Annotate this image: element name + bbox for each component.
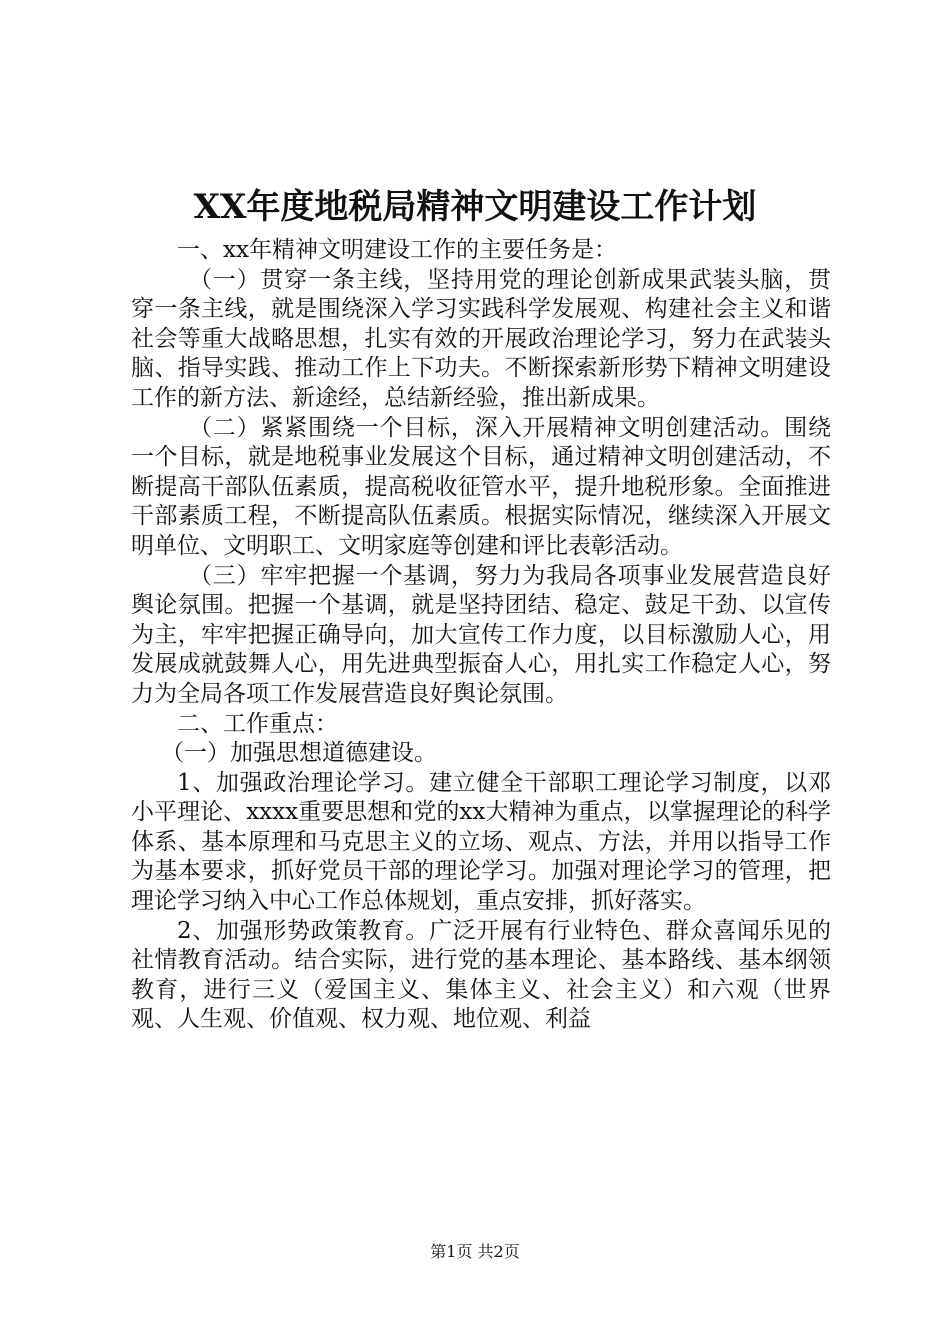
paragraph-subsection-1-heading: （一）加强思想道德建设。 [161,740,437,767]
paragraph-section-2-heading: 二、工作重点： [177,710,338,737]
paragraph-task-3: （三）牢牢把握一个基调，努力为我局各项事业发展营造良好舆论氛围。把握一个基调，就是坚持团结、稳定、鼓足干劲、以宣传为主，牢牢把握正确导向，加大宣传工作力度，以目标激励人心，用发展成就鼓舞人心，用先进典型振奋人心，用扎实工作稳定人心，努力为全局各项工作发展营造良好舆论氛围。 [131,562,831,707]
page-number-footer: 第1页 共2页 [430,1242,520,1261]
paragraph-section-1-heading: 一、xx年精神文明建设工作的主要任务是： [177,237,617,263]
document-body [131,236,831,1035]
paragraph-item-1: 1、加强政治理论学习。建立健全干部职工理论学习制度，以邓小平理论、xxxx重要思想和党的xx大精神为重点，以掌握理论的科学体系、基本原理和马克思主义的立场、观点、方法，并用以指导工作为基本要求，抓好党员干部的理论学习。加强对理论学习的管理，把理论学习纳入中心工作总体规划，重点安排，抓好落实。 [131,769,831,915]
paragraph-item-2: 2、加强形势政策教育。广泛开展有行业特色、群众喜闻乐见的社情教育活动。结合实际，进行党的基本理论、基本路线、基本纲领教育，进行三义（爱国主义、集体主义、社会主义）和六观（世界观、人生观、价值观、权力观、地位观、利益 [131,917,831,1033]
paragraph-task-1: （一）贯穿一条主线，坚持用党的理论创新成果武装头脑，贯穿一条主线，就是围绕深入学习实践科学发展观、构建社会主义和谐社会等重大战略思想，扎实有效的开展政治理论学习，努力在武装头脑、指导实践、推动工作上下功夫。不断探索新形势下精神文明建设工作的新方法、新途经，总结新经验，推出新成果。 [131,266,831,411]
document-title: XX年度地税局精神文明建设工作计划 [193,187,757,227]
paragraph-task-2: （二）紧紧围绕一个目标，深入开展精神文明创建活动。围绕一个目标，就是地税事业发展这个目标，通过精神文明创建活动，不断提高干部队伍素质，提高税收征管水平，提升地税形象。全面推进干部素质工程，不断提高队伍素质。根据实际情况，继续深入开展文明单位、文明职工、文明家庭等创建和评比表彰活动。 [131,414,831,559]
